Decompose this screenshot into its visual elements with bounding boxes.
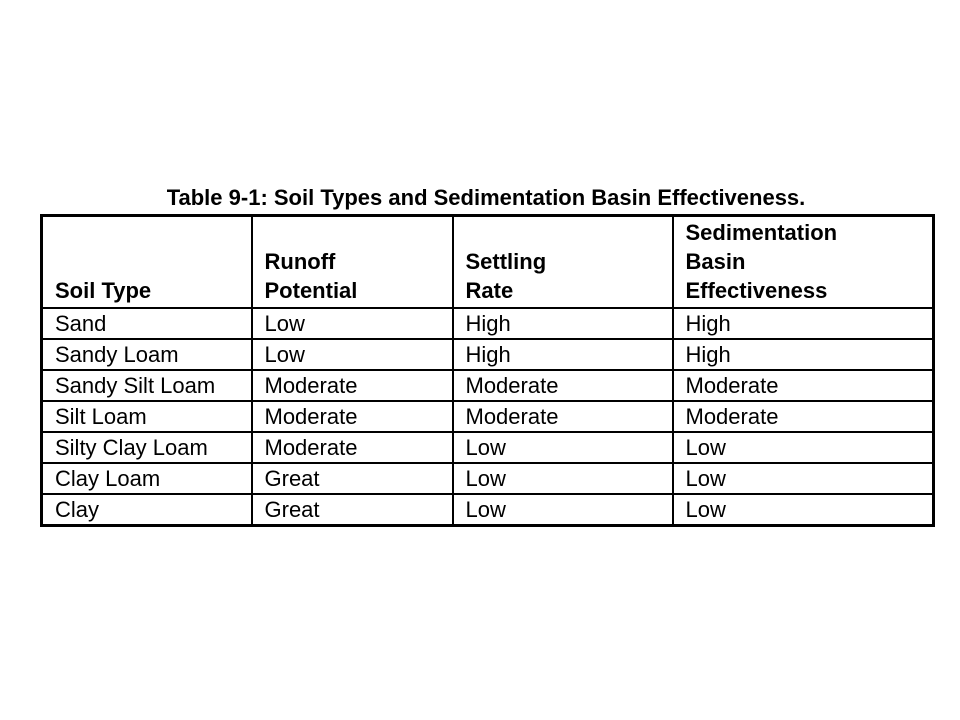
soil-types-table — [40, 214, 935, 527]
table-row — [42, 494, 934, 526]
table-header — [42, 216, 934, 309]
cell-settling-rate: Low — [453, 463, 673, 494]
table-row — [42, 432, 934, 463]
cell-basin-effectiveness: High — [673, 308, 934, 339]
header-line: Soil Type — [55, 278, 152, 303]
cell-soil-type: Silt Loam — [42, 401, 252, 432]
cell-settling-rate: Low — [453, 494, 673, 526]
cell-settling-rate: Moderate — [453, 370, 673, 401]
table-row — [42, 401, 934, 432]
cell-runoff-potential: Low — [252, 339, 453, 370]
cell-soil-type: Sandy Silt Loam — [42, 370, 252, 401]
header-line: Potential — [264, 278, 358, 303]
header-line: Basin — [685, 249, 746, 274]
cell-basin-effectiveness: Moderate — [673, 370, 934, 401]
cell-runoff-potential: Moderate — [252, 370, 453, 401]
table-row — [42, 370, 934, 401]
header-runoff-potential — [252, 216, 453, 309]
cell-runoff-potential: Great — [252, 494, 453, 526]
cell-soil-type: Sandy Loam — [42, 339, 252, 370]
cell-soil-type: Silty Clay Loam — [42, 432, 252, 463]
cell-runoff-potential: Low — [252, 308, 453, 339]
cell-basin-effectiveness: High — [673, 339, 934, 370]
table-row — [42, 463, 934, 494]
header-sedimentation-basin-effectiveness — [673, 216, 934, 309]
header-soil-type — [42, 216, 252, 309]
header-row — [42, 216, 934, 309]
header-line: Runoff — [264, 249, 336, 274]
header-line: Rate — [465, 278, 514, 303]
table-row — [42, 339, 934, 370]
cell-settling-rate: Low — [453, 432, 673, 463]
cell-basin-effectiveness: Moderate — [673, 401, 934, 432]
cell-runoff-potential: Moderate — [252, 401, 453, 432]
cell-soil-type: Clay — [42, 494, 252, 526]
header-settling-rate — [453, 216, 673, 309]
cell-basin-effectiveness: Low — [673, 432, 934, 463]
table-body — [42, 308, 934, 526]
cell-settling-rate: High — [453, 339, 673, 370]
cell-settling-rate: Moderate — [453, 401, 673, 432]
table-row — [42, 308, 934, 339]
header-line: Effectiveness — [685, 278, 828, 303]
header-line: Sedimentation — [685, 220, 838, 245]
cell-basin-effectiveness: Low — [673, 463, 934, 494]
header-line: Settling — [465, 249, 547, 274]
cell-runoff-potential: Moderate — [252, 432, 453, 463]
cell-runoff-potential: Great — [252, 463, 453, 494]
cell-soil-type: Clay Loam — [42, 463, 252, 494]
table-title: Table 9-1: Soil Types and Sedimentation Basin Effectiveness. — [166, 185, 806, 210]
cell-soil-type: Sand — [42, 308, 252, 339]
cell-settling-rate: High — [453, 308, 673, 339]
cell-basin-effectiveness: Low — [673, 494, 934, 526]
